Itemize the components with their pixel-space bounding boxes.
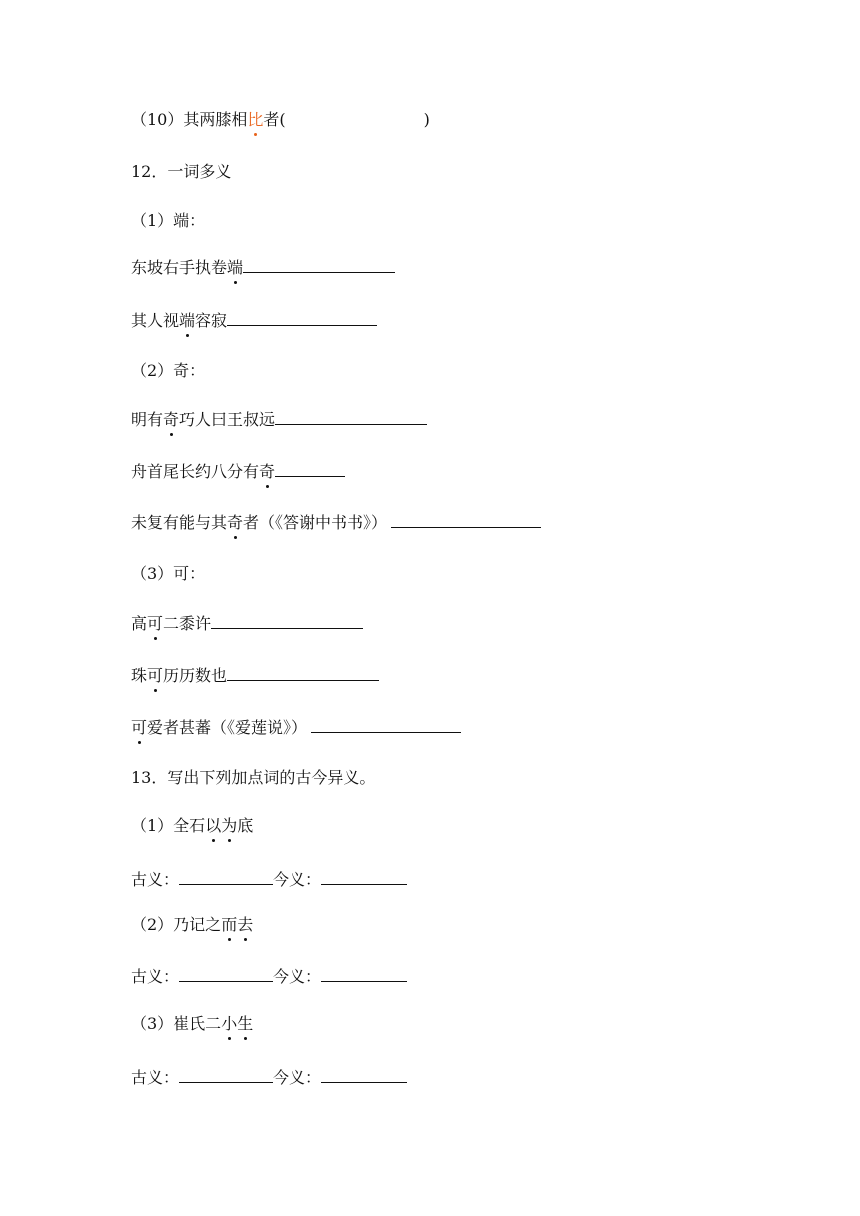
q12-g2-sentence-1 bbox=[131, 408, 427, 430]
item-text: （1）全石 bbox=[131, 816, 206, 835]
q12-g1-sentence-1 bbox=[131, 256, 395, 278]
q11-item-10-suffix: 者( bbox=[263, 110, 286, 129]
dotted-char: 比 bbox=[247, 110, 264, 129]
sentence-text: 珠 bbox=[131, 666, 148, 685]
sentence-text: 爱者甚蕃（《爱莲说》） bbox=[147, 718, 308, 737]
modern-meaning-label: 今义： bbox=[273, 967, 322, 986]
q13-item-2-answers bbox=[131, 965, 407, 987]
modern-meaning-blank[interactable] bbox=[321, 1066, 407, 1083]
item-text: （2）乃记之 bbox=[131, 915, 222, 934]
q12-g2-sentence-3 bbox=[131, 511, 541, 533]
modern-meaning-label: 今义： bbox=[273, 1068, 322, 1087]
q12-heading: 12．一词多义 bbox=[131, 162, 232, 181]
dotted-char: 可 bbox=[147, 666, 164, 685]
answer-blank[interactable] bbox=[391, 511, 541, 528]
answer-blank[interactable] bbox=[227, 309, 377, 326]
q12-g1-sentence-2 bbox=[131, 309, 377, 331]
q12-group3-label: （3）可： bbox=[131, 564, 206, 583]
q13-item-1 bbox=[131, 815, 253, 837]
sentence-text: 巧人曰王叔远 bbox=[179, 410, 276, 429]
dotted-char: 生 bbox=[237, 1014, 254, 1033]
q12-group1-label: （1）端： bbox=[131, 211, 206, 230]
modern-meaning-label: 今义： bbox=[273, 870, 322, 889]
item-text: （3）崔氏二 bbox=[131, 1014, 222, 1033]
q11-item-10-prefix: （10）其两膝相 bbox=[131, 110, 248, 129]
sentence-text: 未复有能与其 bbox=[131, 513, 228, 532]
ancient-meaning-label: 古义： bbox=[131, 967, 180, 986]
q12-g3-sentence-2 bbox=[131, 664, 379, 686]
sentence-text: 二黍许 bbox=[163, 614, 212, 633]
ancient-meaning-label: 古义： bbox=[131, 1068, 180, 1087]
q13-item-1-answers bbox=[131, 868, 407, 890]
sentence-text: 高 bbox=[131, 614, 148, 633]
sentence-text: 明有 bbox=[131, 410, 164, 429]
sentence-text: 舟首尾长约八分有 bbox=[131, 462, 260, 481]
dotted-char: 为 bbox=[221, 816, 238, 835]
dotted-char: 奇 bbox=[259, 462, 276, 481]
item-text: 底 bbox=[237, 816, 254, 835]
q13-item-2 bbox=[131, 914, 253, 936]
answer-blank[interactable] bbox=[227, 664, 379, 681]
q12-g3-sentence-1 bbox=[131, 612, 363, 634]
q11-item-10-close: ) bbox=[423, 110, 430, 129]
dotted-char: 可 bbox=[147, 614, 164, 633]
answer-blank[interactable] bbox=[311, 716, 461, 733]
dotted-char: 奇 bbox=[227, 513, 244, 532]
answer-blank[interactable] bbox=[243, 256, 395, 273]
dotted-char: 奇 bbox=[163, 410, 180, 429]
q13-heading: 13．写出下列加点词的古今异义。 bbox=[131, 768, 376, 787]
ancient-meaning-blank[interactable] bbox=[179, 1066, 273, 1083]
q12-g2-sentence-2 bbox=[131, 460, 345, 482]
sentence-text: 东坡右手执卷 bbox=[131, 258, 228, 277]
q13-item-3-answers bbox=[131, 1066, 407, 1088]
dotted-char: 去 bbox=[237, 915, 254, 934]
sentence-text: 历历数也 bbox=[163, 666, 228, 685]
dotted-char: 可 bbox=[131, 718, 148, 737]
modern-meaning-blank[interactable] bbox=[321, 868, 407, 885]
sentence-text: 者（《答谢中书书》） bbox=[243, 513, 388, 532]
dotted-char: 端 bbox=[227, 258, 244, 277]
answer-blank[interactable] bbox=[275, 460, 345, 477]
ancient-meaning-blank[interactable] bbox=[179, 965, 273, 982]
answer-blank[interactable] bbox=[275, 408, 427, 425]
sentence-text: 其人视 bbox=[131, 311, 180, 330]
ancient-meaning-label: 古义： bbox=[131, 870, 180, 889]
sentence-text: 容寂 bbox=[195, 311, 228, 330]
dotted-char: 端 bbox=[179, 311, 196, 330]
answer-blank[interactable] bbox=[211, 612, 363, 629]
dotted-char: 而 bbox=[221, 915, 238, 934]
ancient-meaning-blank[interactable] bbox=[179, 868, 273, 885]
dotted-char: 以 bbox=[205, 816, 222, 835]
q12-group2-label: （2）奇： bbox=[131, 361, 206, 380]
q11-item-10 bbox=[131, 109, 430, 131]
modern-meaning-blank[interactable] bbox=[321, 965, 407, 982]
dotted-char: 小 bbox=[221, 1014, 238, 1033]
q12-g3-sentence-3 bbox=[131, 716, 461, 738]
q13-item-3 bbox=[131, 1013, 253, 1035]
